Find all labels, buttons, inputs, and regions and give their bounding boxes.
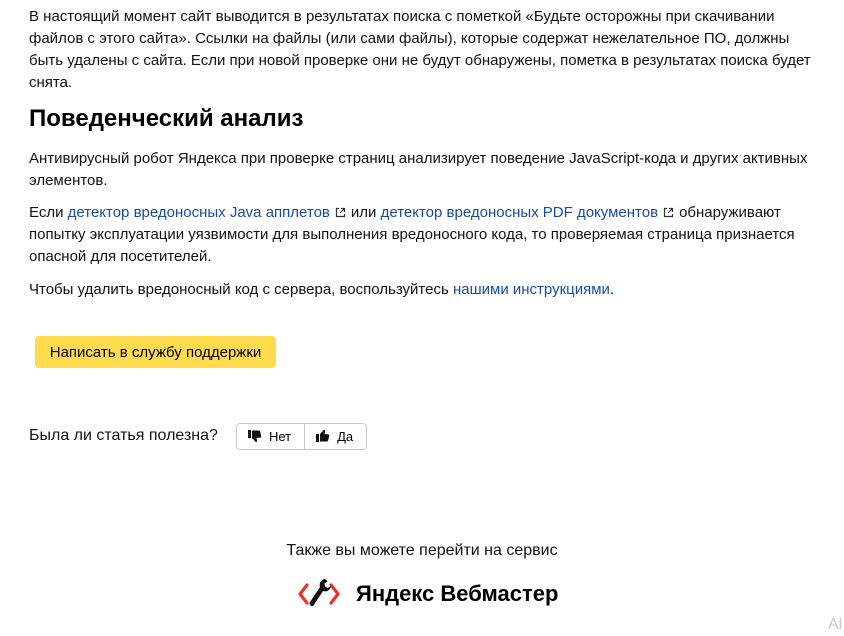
feedback-no-button[interactable] (237, 424, 304, 449)
instructions-suffix: . (609, 281, 615, 298)
service-caption: Также вы можете перейти на сервис (286, 542, 558, 559)
feedback-block (29, 423, 367, 449)
feedback-no-label: Нет (268, 428, 292, 444)
thumbs-down-icon (247, 428, 263, 444)
feedback-yes-button[interactable] (304, 424, 366, 449)
detectors-middle: или (350, 204, 381, 221)
thumbs-up-icon (315, 428, 331, 444)
feedback-buttons (236, 423, 367, 450)
instructions-link[interactable]: нашими инструкциями (452, 281, 610, 298)
pdf-detector-link[interactable]: детектор вредоносных PDF документов (380, 204, 659, 221)
webmaster-service-link[interactable] (298, 576, 558, 612)
detectors-paragraph (29, 202, 825, 268)
intro-paragraph: В настоящий момент сайт выводится в результатах поиска с пометкой «Будьте осторожны при скачивании файлов с этого сайта». Ссылки на файлы (или сами файлы), которые содержат нежелательное ПО, должны быть удалены с сайта. Если при новой проверке они не будут обнаружены, пометка в результатах поиска будет снята. (29, 8, 811, 91)
section-title: Поведенческий анализ (29, 105, 304, 132)
java-detector-link[interactable]: детектор вредоносных Java апплетов (67, 204, 330, 221)
feedback-question: Была ли статья полезна? (29, 427, 218, 444)
external-link-icon (335, 207, 346, 218)
corner-text: Al (828, 616, 843, 633)
support-button[interactable]: Написать в службу поддержки (35, 336, 276, 368)
wrench-code-icon (298, 576, 340, 612)
behavior-paragraph: Антивирусный робот Яндекса при проверке страниц анализирует поведение JavaScript-кода и других активных элементов. (29, 150, 808, 189)
detectors-suffix: обнаруживают попытку эксплуатации уязвимости для выполнения вредоносного кода, то проверяемая страница признается опасной для посетителей. (29, 204, 795, 265)
service-name: Яндекс Вебмастер (356, 581, 559, 606)
instructions-paragraph (29, 279, 825, 301)
feedback-yes-label: Да (337, 428, 354, 444)
instructions-prefix: Чтобы удалить вредоносный код с сервера, воспользуйтесь (29, 281, 453, 298)
detectors-prefix: Если (29, 204, 68, 221)
external-link-icon (663, 207, 674, 218)
